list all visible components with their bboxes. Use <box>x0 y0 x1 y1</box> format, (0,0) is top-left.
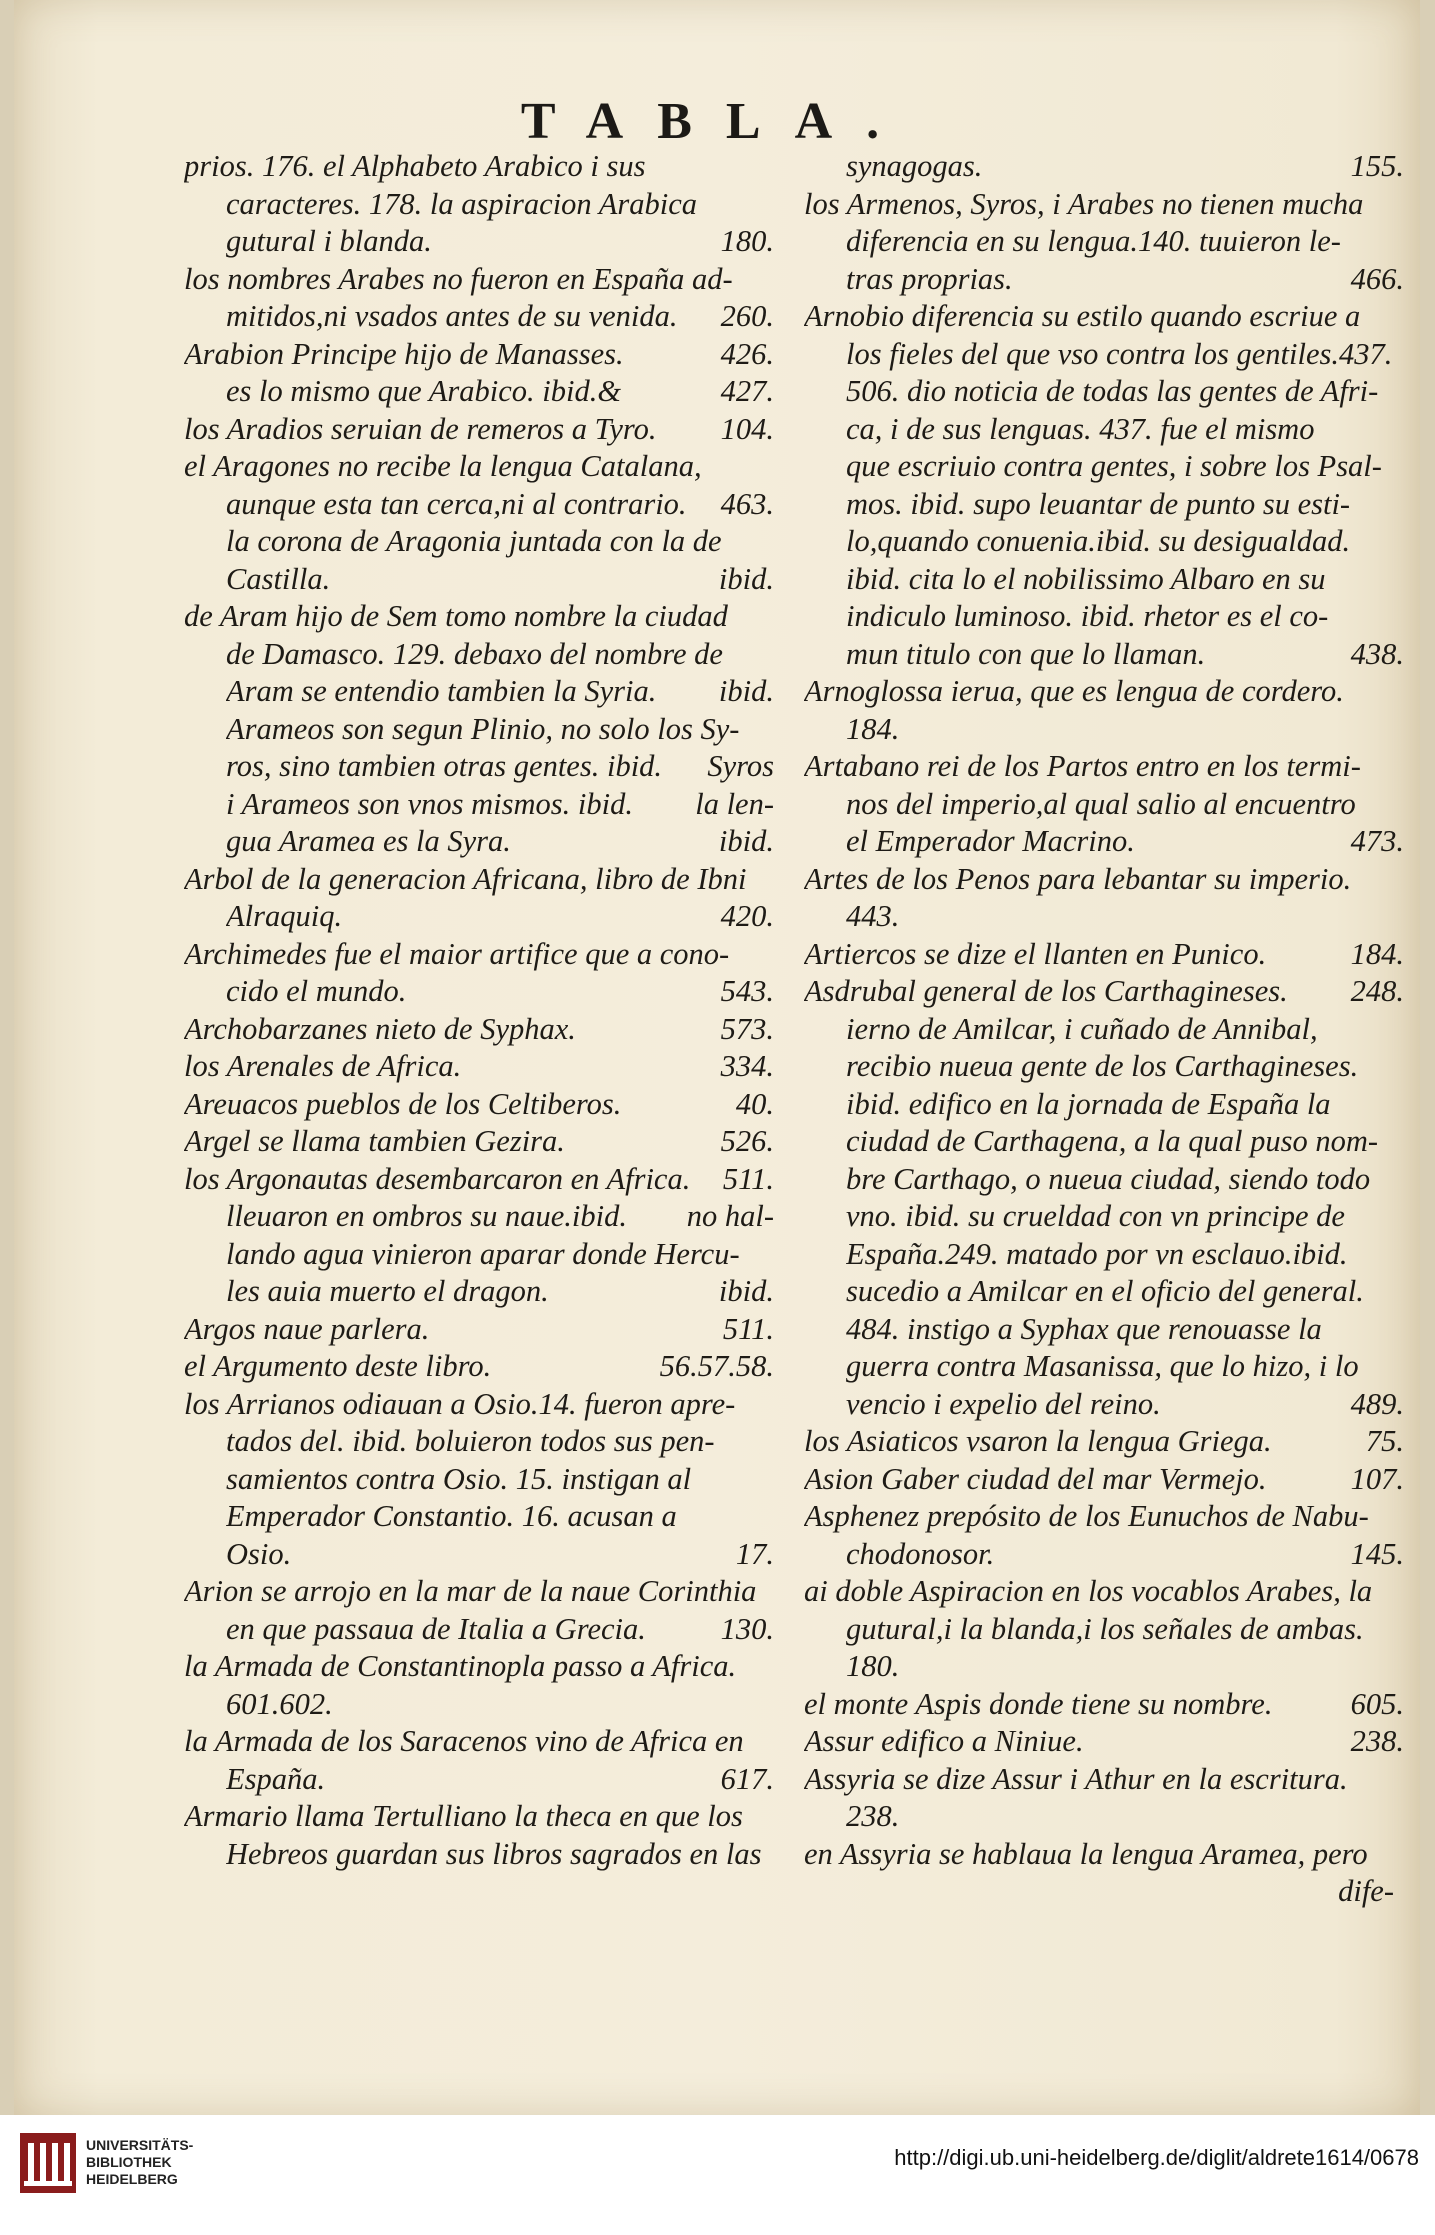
index-entry-page <box>764 186 774 224</box>
index-entry-text: ca, i de sus lenguas. 437. fue el mismo <box>846 411 1315 446</box>
index-entry-text: Assyria se dize Assur i Athur en la escritura. <box>804 1761 1348 1796</box>
source-url[interactable]: http://digi.ub.uni-heidelberg.de/diglit/aldrete1614/0678 <box>894 2145 1419 2170</box>
index-line <box>184 1273 774 1311</box>
index-entry-page: 473. <box>1350 824 1404 858</box>
index-entry-page <box>1394 898 1404 936</box>
index-entry-text: lo,quando conuenia.ibid. su desigualdad. <box>846 524 1351 558</box>
index-line <box>184 1798 774 1836</box>
index-entry-page <box>1394 861 1404 899</box>
index-entry-page: 180. <box>720 224 774 258</box>
index-entry-text: el Aragones no recibe la lengua Catalana, <box>184 449 702 483</box>
index-entry-text: la Armada de los Saracenos vino de Africa en <box>184 1724 744 1758</box>
index-entry-page: 56.57.58. <box>659 1349 774 1383</box>
index-entry-text: mitidos,ni vsados antes de su venida. <box>226 299 678 333</box>
index-entry-page <box>1394 373 1404 411</box>
index-line <box>804 1536 1404 1574</box>
index-line <box>184 1423 774 1461</box>
index-entry-text: mos. ibid. supo leuantar de punto su esti- <box>846 486 1351 521</box>
index-entry-text: lleuaron en ombros su naue.ibid. <box>226 1199 627 1233</box>
index-line <box>184 861 774 899</box>
index-line <box>804 1723 1404 1761</box>
index-entry-page <box>1394 1648 1404 1686</box>
index-line <box>804 448 1404 486</box>
index-line <box>804 561 1404 599</box>
index-entry-text: tras proprias. <box>846 261 1013 296</box>
index-entry-text: Argos naue parlera. <box>184 1311 430 1346</box>
index-entry-text: Archimedes fue el maior artifice que a cono- <box>184 936 730 971</box>
index-line <box>184 673 774 711</box>
index-line <box>184 1236 774 1274</box>
index-entry-page: 248. <box>1350 974 1404 1008</box>
index-entry-text: 601.602. <box>226 1686 333 1721</box>
index-entry-page <box>764 936 774 974</box>
index-line <box>804 1648 1404 1686</box>
index-line <box>804 1348 1404 1386</box>
index-line <box>184 1386 774 1424</box>
index-line <box>804 1123 1404 1161</box>
index-entry-page <box>1394 1011 1404 1049</box>
index-entry-page: 238. <box>1350 1724 1404 1758</box>
index-line <box>804 1236 1404 1274</box>
index-line <box>804 786 1404 824</box>
index-entry-page <box>1394 561 1404 599</box>
index-entry-page: Syros <box>707 749 774 783</box>
index-line <box>184 1573 774 1611</box>
index-line <box>184 748 774 786</box>
index-entry-text: 184. <box>846 711 900 746</box>
index-entry-page: 427. <box>720 374 774 408</box>
index-line <box>184 636 774 674</box>
index-entry-text: Archobarzanes nieto de Syphax. <box>184 1011 576 1046</box>
index-entry-text: Areuacos pueblos de los Celtiberos. <box>184 1086 622 1121</box>
index-entry-page: 617. <box>720 1761 774 1796</box>
index-entry-text: chodonosor. <box>846 1536 995 1571</box>
index-entry-text: ibid. edifico en la jornada de España la <box>846 1086 1331 1121</box>
index-entry-page <box>1394 1311 1404 1349</box>
index-entry-text: lando agua vinieron aparar donde Hercu- <box>226 1236 740 1271</box>
index-entry-page <box>764 1798 774 1836</box>
index-entry-page <box>764 598 774 636</box>
index-line <box>184 1686 774 1724</box>
index-entry-page <box>764 1386 774 1424</box>
index-entry-page <box>764 1461 774 1499</box>
index-entry-page: 543. <box>720 974 774 1008</box>
index-line <box>804 636 1404 674</box>
index-line <box>184 373 774 411</box>
index-line <box>804 861 1404 899</box>
index-entry-text: Arabion Principe hijo de Manasses. <box>184 336 624 371</box>
index-line <box>804 411 1404 449</box>
index-line <box>804 1686 1404 1724</box>
index-entry-text: Hebreos guardan sus libros sagrados en las <box>226 1836 762 1871</box>
index-entry-text: que escriuio contra gentes, i sobre los Psal- <box>846 449 1382 483</box>
index-line <box>184 561 774 599</box>
index-entry-text: la corona de Aragonia juntada con la de <box>226 524 722 558</box>
index-entry-page <box>1394 1198 1404 1236</box>
index-line <box>804 1048 1404 1086</box>
index-entry-page: 130. <box>720 1611 774 1646</box>
index-entry-page <box>1394 748 1404 786</box>
index-entry-text: 238. <box>846 1799 900 1833</box>
index-entry-text: Arameos son segun Plinio, no solo los Sy- <box>226 711 740 746</box>
index-entry-page: 511. <box>722 1311 774 1346</box>
index-line <box>804 1198 1404 1236</box>
index-line <box>804 223 1404 261</box>
index-line <box>184 936 774 974</box>
index-line <box>184 1611 774 1649</box>
index-entry-page <box>1394 1498 1404 1536</box>
index-entry-page: 145. <box>1350 1536 1404 1571</box>
index-line <box>804 373 1404 411</box>
index-entry-page: ibid. <box>718 561 774 596</box>
index-entry-text: ai doble Aspiracion en los vocablos Arabes, la <box>804 1574 1373 1608</box>
index-entry-text: los Arrianos odiauan a Osio.14. fueron apre- <box>184 1386 736 1421</box>
index-entry-page: 155. <box>1350 149 1404 183</box>
index-line <box>184 1011 774 1049</box>
index-line <box>804 1086 1404 1124</box>
page-title: TABLA. <box>520 93 914 150</box>
index-entry-page: 184. <box>1350 936 1404 971</box>
index-entry-page: no hal- <box>686 1199 774 1233</box>
index-entry-page: 573. <box>720 1011 774 1046</box>
index-entry-page <box>1394 1236 1404 1274</box>
index-entry-text: es lo mismo que Arabico. ibid.& <box>226 374 622 408</box>
index-entry-page <box>1394 1836 1404 1874</box>
index-line <box>184 1198 774 1236</box>
index-entry-page <box>764 1686 774 1724</box>
index-entry-text: 180. <box>846 1649 900 1683</box>
index-entry-text: Argel se llama tambien Gezira. <box>184 1124 565 1158</box>
index-line <box>804 1011 1404 1049</box>
index-entry-page <box>1394 1761 1404 1799</box>
index-line <box>184 1348 774 1386</box>
library-name-line-1: UNIVERSITÄTS- <box>86 2137 194 2153</box>
index-line <box>184 448 774 486</box>
index-line <box>804 898 1404 936</box>
index-line <box>184 486 774 524</box>
index-entry-page: 420. <box>720 899 774 933</box>
index-line <box>184 823 774 861</box>
index-entry-page <box>1394 336 1404 374</box>
index-entry-text: de Damasco. 129. debaxo del nombre de <box>226 636 723 671</box>
index-entry-page: ibid. <box>718 824 774 858</box>
index-entry-text: el Argumento deste libro. <box>184 1349 492 1383</box>
index-line <box>184 148 774 186</box>
index-line <box>804 261 1404 299</box>
index-entry-page <box>1394 1573 1404 1611</box>
index-entry-text: España. <box>226 1761 326 1796</box>
index-entry-page <box>1394 298 1404 336</box>
index-entry-text: en Assyria se hablaua la lengua Aramea, pero <box>804 1836 1368 1871</box>
index-entry-page <box>764 523 774 561</box>
index-entry-text: les auia muerto el dragon. <box>226 1274 549 1308</box>
index-entry-text: Arbol de la generacion Africana, libro de Ibni <box>184 861 747 896</box>
index-entry-page <box>764 261 774 299</box>
library-logo-icon <box>20 2133 76 2193</box>
index-entry-text: gutural i blanda. <box>226 224 432 258</box>
index-entry-text: 506. dio noticia de todas las gentes de Afri- <box>846 374 1379 408</box>
index-entry-page <box>1394 486 1404 524</box>
index-entry-page <box>1394 223 1404 261</box>
index-entry-page <box>1394 1611 1404 1649</box>
index-entry-text: Arnobio diferencia su estilo quando escriue a <box>804 299 1361 333</box>
index-entry-page: 334. <box>720 1049 774 1083</box>
index-entry-page: 40. <box>735 1086 774 1121</box>
index-entry-page <box>764 1498 774 1536</box>
index-entry-page <box>1394 1273 1404 1311</box>
index-line <box>184 1311 774 1349</box>
index-entry-text: bre Carthago, o nueua ciudad, siendo todo <box>846 1161 1371 1196</box>
index-entry-page: ibid. <box>718 1274 774 1308</box>
index-line <box>804 1761 1404 1799</box>
index-entry-page: 526. <box>720 1124 774 1158</box>
index-entry-page <box>1394 1798 1404 1836</box>
index-line <box>804 1873 1404 1911</box>
index-entry-page <box>764 861 774 899</box>
index-entry-text: 443. <box>846 899 900 933</box>
index-line <box>804 1461 1404 1499</box>
index-entry-text: España.249. matado por vn esclauo.ibid. <box>846 1236 1348 1271</box>
index-entry-text: diferencia en su lengua.140. tuuieron le- <box>846 224 1341 258</box>
index-entry-text: Arion se arrojo en la mar de la naue Corinthia <box>184 1574 757 1608</box>
index-entry-text: Osio. <box>226 1536 292 1571</box>
book-page <box>14 0 1420 2115</box>
index-line <box>184 1461 774 1499</box>
index-line <box>804 1386 1404 1424</box>
index-entry-page <box>1394 411 1404 449</box>
index-entry-page <box>1394 711 1404 749</box>
index-entry-text: Castilla. <box>226 561 331 596</box>
index-line <box>184 1536 774 1574</box>
index-line <box>804 1573 1404 1611</box>
index-entry-page <box>764 1573 774 1611</box>
index-entry-text: i Arameos son vnos mismos. ibid. <box>226 786 633 821</box>
index-entry-text: Artiercos se dize el llanten en Punico. <box>804 936 1267 971</box>
index-entry-text: 484. instigo a Syphax que renouasse la <box>846 1311 1322 1346</box>
index-entry-text: los Asiaticos vsaron la lengua Griega. <box>804 1424 1272 1458</box>
right-column <box>804 148 1404 1911</box>
index-entry-text: Aram se entendio tambien la Syria. <box>226 674 657 708</box>
index-entry-text: nos del imperio,al qual salio al encuentro <box>846 786 1356 821</box>
index-entry-text: sucedio a Amilcar en el oficio del general. <box>846 1274 1364 1308</box>
index-entry-text: Alraquiq. <box>226 899 343 933</box>
index-entry-text: gutural,i la blanda,i los señales de ambas. <box>846 1611 1364 1646</box>
index-entry-text: vno. ibid. su crueldad con vn principe de <box>846 1199 1345 1233</box>
footer-bar <box>0 2115 1435 2235</box>
index-line <box>184 1161 774 1199</box>
index-entry-page <box>764 1836 774 1874</box>
index-entry-page <box>1394 1123 1404 1161</box>
index-entry-text: vencio i expelio del reino. <box>846 1386 1161 1421</box>
index-line <box>184 336 774 374</box>
index-line <box>184 298 774 336</box>
index-entry-text: cido el mundo. <box>226 974 407 1008</box>
index-line <box>184 1498 774 1536</box>
index-entry-text: la Armada de Constantinopla passo a Africa. <box>184 1649 737 1683</box>
index-entry-text: aunque esta tan cerca,ni al contrario. <box>226 486 687 521</box>
index-line <box>184 898 774 936</box>
index-line <box>184 411 774 449</box>
index-line <box>804 298 1404 336</box>
index-entry-page <box>1394 523 1404 561</box>
index-entry-page <box>1394 1086 1404 1124</box>
index-entry-page <box>764 1236 774 1274</box>
index-line <box>184 1836 774 1874</box>
index-entry-text: Artes de los Penos para lebantar su imperio. <box>804 861 1352 896</box>
index-entry-page: 107. <box>1350 1461 1404 1496</box>
index-line <box>184 1723 774 1761</box>
index-entry-page: ibid. <box>718 674 774 708</box>
index-entry-page: 511. <box>722 1161 774 1196</box>
index-entry-page <box>1394 786 1404 824</box>
index-line <box>804 148 1404 186</box>
left-column <box>184 148 774 1873</box>
index-line <box>804 673 1404 711</box>
index-entry-text: Artabano rei de los Partos entro en los termi- <box>804 749 1361 783</box>
index-entry-text: el Emperador Macrino. <box>846 824 1135 858</box>
index-line <box>184 523 774 561</box>
index-entry-text: samientos contra Osio. 15. instigan al <box>226 1461 692 1496</box>
index-entry-text: los fieles del que vso contra los gentiles.437. <box>846 336 1393 371</box>
index-entry-page: la len- <box>695 786 774 821</box>
index-entry-text: mun titulo con que lo llaman. <box>846 636 1206 671</box>
index-line <box>804 523 1404 561</box>
index-entry-text: en que passaua de Italia a Grecia. <box>226 1611 646 1646</box>
index-entry-text: prios. 176. el Alphabeto Arabico i sus <box>184 149 646 183</box>
index-line <box>184 186 774 224</box>
index-entry-text: ciudad de Carthagena, a la qual puso nom- <box>846 1124 1379 1158</box>
index-entry-text: Asion Gaber ciudad del mar Vermejo. <box>804 1461 1267 1496</box>
index-entry-text: ros, sino tambien otras gentes. ibid. <box>226 749 663 783</box>
index-entry-page <box>1394 1348 1404 1386</box>
index-line <box>184 261 774 299</box>
index-entry-page: 466. <box>1350 261 1404 296</box>
index-entry-text: indiculo luminoso. ibid. rhetor es el co- <box>846 599 1329 633</box>
library-name-line-2: BIBLIOTHEK <box>86 2154 172 2170</box>
index-line <box>184 1048 774 1086</box>
index-entry-page <box>1394 1048 1404 1086</box>
index-entry-text: dife- <box>1338 1874 1394 1908</box>
index-entry-page <box>764 711 774 749</box>
index-line <box>804 1311 1404 1349</box>
index-line <box>184 786 774 824</box>
index-entry-page: 489. <box>1350 1386 1404 1421</box>
index-line <box>804 1161 1404 1199</box>
index-line <box>804 1611 1404 1649</box>
index-entry-text: ibid. cita lo el nobilissimo Albaro en su <box>846 561 1326 596</box>
index-entry-text: los Argonautas desembarcaron en Africa. <box>184 1161 691 1196</box>
library-name-line-3: HEIDELBERG <box>86 2171 178 2187</box>
index-entry-page: 104. <box>720 411 774 446</box>
index-entry-text: Arnoglossa ierua, que es lengua de cordero. <box>804 674 1344 708</box>
index-entry-page: 75. <box>1365 1424 1404 1458</box>
index-line <box>184 1086 774 1124</box>
index-entry-page <box>1394 1873 1404 1911</box>
index-line <box>184 711 774 749</box>
index-line <box>804 1498 1404 1536</box>
library-name <box>86 2137 193 2188</box>
index-entry-page: 463. <box>720 486 774 521</box>
index-entry-page: 260. <box>720 299 774 333</box>
index-entry-page: 426. <box>720 336 774 371</box>
index-entry-page <box>764 1423 774 1461</box>
index-line <box>184 973 774 1011</box>
index-line <box>804 1423 1404 1461</box>
index-entry-text: los Aradios seruian de remeros a Tyro. <box>184 411 657 446</box>
index-entry-page <box>1394 598 1404 636</box>
index-entry-text: gua Aramea es la Syra. <box>226 824 511 858</box>
index-entry-page <box>764 1723 774 1761</box>
index-line <box>804 336 1404 374</box>
index-entry-page <box>1394 448 1404 486</box>
index-line <box>804 486 1404 524</box>
index-entry-text: Armario llama Tertulliano la theca en que los <box>184 1799 743 1833</box>
index-line <box>804 823 1404 861</box>
index-entry-text: Asdrubal general de los Carthagineses. <box>804 974 1288 1008</box>
index-entry-page: 605. <box>1350 1686 1404 1721</box>
index-entry-text: el monte Aspis donde tiene su nombre. <box>804 1686 1273 1721</box>
index-line <box>184 1761 774 1799</box>
index-entry-page <box>1394 673 1404 711</box>
index-line <box>804 186 1404 224</box>
index-line <box>184 598 774 636</box>
index-entry-text: los Arenales de Africa. <box>184 1049 462 1083</box>
index-entry-text: recibio nueua gente de los Carthagineses. <box>846 1049 1359 1083</box>
index-entry-text: de Aram hijo de Sem tomo nombre la ciudad <box>184 599 728 633</box>
index-line <box>184 1648 774 1686</box>
index-line <box>804 711 1404 749</box>
index-entry-text: guerra contra Masanissa, que lo hizo, i lo <box>846 1349 1359 1383</box>
index-entry-page: 438. <box>1350 636 1404 671</box>
index-entry-page: 17. <box>735 1536 774 1571</box>
index-line <box>804 973 1404 1011</box>
index-entry-text: ierno de Amilcar, i cuñado de Annibal, <box>846 1011 1318 1046</box>
index-entry-page <box>764 636 774 674</box>
index-entry-text: Assur edifico a Niniue. <box>804 1724 1084 1758</box>
index-entry-text: synagogas. <box>846 149 983 183</box>
index-line <box>804 748 1404 786</box>
index-entry-page <box>1394 186 1404 224</box>
index-line <box>184 223 774 261</box>
index-entry-page <box>764 1648 774 1686</box>
index-entry-text: los Armenos, Syros, i Arabes no tienen mucha <box>804 186 1364 221</box>
index-entry-text: Asphenez prepósito de los Eunuchos de Nabu- <box>804 1499 1369 1533</box>
index-line <box>184 1123 774 1161</box>
index-line <box>804 1798 1404 1836</box>
index-entry-text: caracteres. 178. la aspiracion Arabica <box>226 186 698 221</box>
index-entry-page <box>764 448 774 486</box>
index-entry-text: los nombres Arabes no fueron en España ad- <box>184 261 733 296</box>
index-line <box>804 598 1404 636</box>
index-entry-page <box>1394 1161 1404 1199</box>
index-line <box>804 1273 1404 1311</box>
index-entry-text: Emperador Constantio. 16. acusan a <box>226 1499 677 1533</box>
index-entry-page <box>764 148 774 186</box>
index-entry-text: tados del. ibid. boluieron todos sus pen- <box>226 1424 715 1458</box>
index-line <box>804 936 1404 974</box>
index-line <box>804 1836 1404 1874</box>
